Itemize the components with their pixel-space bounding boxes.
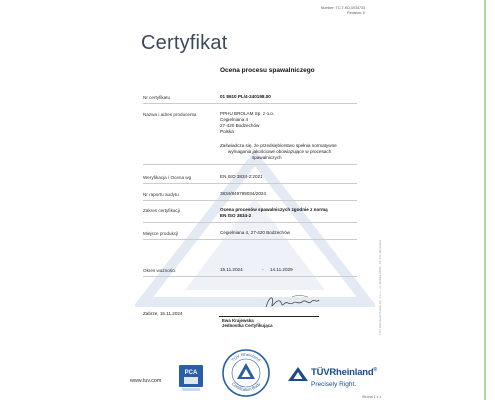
divider: [143, 222, 357, 223]
brand-name-text: TÜVRheinland: [311, 367, 374, 379]
header-meta: [321, 6, 365, 16]
statement-line-3: spawalniczych: [252, 155, 282, 160]
seal-top-text: TÜV Rheinland: [230, 351, 262, 363]
signature-line: [219, 316, 319, 317]
production-place-value: Cegielniana 4, 27-420 Bodzechów: [220, 230, 290, 235]
certificate-no-value: 01 8610 PL/4-240198.00: [220, 94, 271, 99]
verification-label: Weryfikacja / Ocena wg: [143, 175, 192, 180]
producer-name: PPHU BROLAM Sp. z o.o.: [220, 111, 275, 116]
page-title: Certyfikat: [141, 32, 228, 54]
pca-accreditation-icon: [178, 364, 204, 392]
validity-separator: -: [262, 267, 264, 272]
divider: [143, 276, 357, 277]
validity-from: 15.11.2024: [220, 267, 243, 272]
validity-to: 14.11.2029: [270, 267, 293, 272]
producer-city: 27-420 Bodzechów: [220, 123, 260, 128]
brand-registered-mark: ®: [373, 367, 378, 373]
statement-line-2: wymagania jakościowe obowiązujące w procesach: [228, 149, 332, 154]
side-legal-note: TÜV Rheinland Polska Sp. z o.o. - ul. Wolska 84/86 - 01-141 Warszawa: [378, 239, 382, 335]
brand-tagline: Precisely Right.: [311, 381, 357, 388]
verification-value: EN ISO 3834-2:2021: [220, 174, 263, 179]
divider: [143, 183, 357, 184]
brand-name: [311, 367, 377, 378]
production-place-label: Miejsce produkcji: [143, 231, 179, 236]
scope-value-line-1: Ocena procesów spawalniczych zgodnie z normą: [220, 207, 328, 212]
divider: [143, 164, 357, 165]
signer-role: Jednostka Certyfikująca: [222, 323, 273, 328]
document-revision: Revision: 0: [347, 11, 365, 15]
page-number: Strona 1 z 1: [362, 395, 382, 399]
certificate-no-label: Nr certyfikatu: [143, 95, 171, 100]
pca-logo-text: PCA: [184, 370, 198, 376]
producer-label: Nazwa i adres producenta: [143, 112, 197, 117]
producer-street: Cegielniana 4: [220, 117, 249, 122]
signer-name: Ewa Krajewska: [222, 318, 254, 323]
statement-line-1: Zaświadcza się, że przedsiębiorstwo spełnia normatywne: [220, 143, 337, 148]
page-edge-stripe: [484, 0, 486, 400]
audit-report-value: 3834/849789034/2024: [220, 191, 266, 196]
divider: [143, 200, 357, 201]
seal-bottom-text: Certification Body: [230, 381, 262, 393]
tuv-triangle-logo-icon: [288, 367, 308, 381]
certification-body-seal-icon: [221, 348, 271, 398]
footer-url: www.tuv.com: [130, 378, 162, 384]
divider: [143, 239, 357, 240]
signature-icon: [262, 291, 322, 313]
document-number: Number: TC-T-KD-0034733: [320, 6, 365, 10]
audit-report-label: Nr raportu audytu: [143, 192, 179, 197]
issue-place-date: Zabrze, 15.11.2024: [143, 311, 183, 316]
scope-value-line-2: EN ISO 3834-2: [220, 213, 252, 218]
divider: [143, 103, 357, 104]
validity-label: Okres ważności: [143, 268, 176, 273]
scope-label: Zakres certyfikacji: [143, 208, 180, 213]
page-subtitle: Ocena procesu spawalniczego: [220, 67, 315, 74]
producer-country: Polska: [220, 129, 234, 134]
